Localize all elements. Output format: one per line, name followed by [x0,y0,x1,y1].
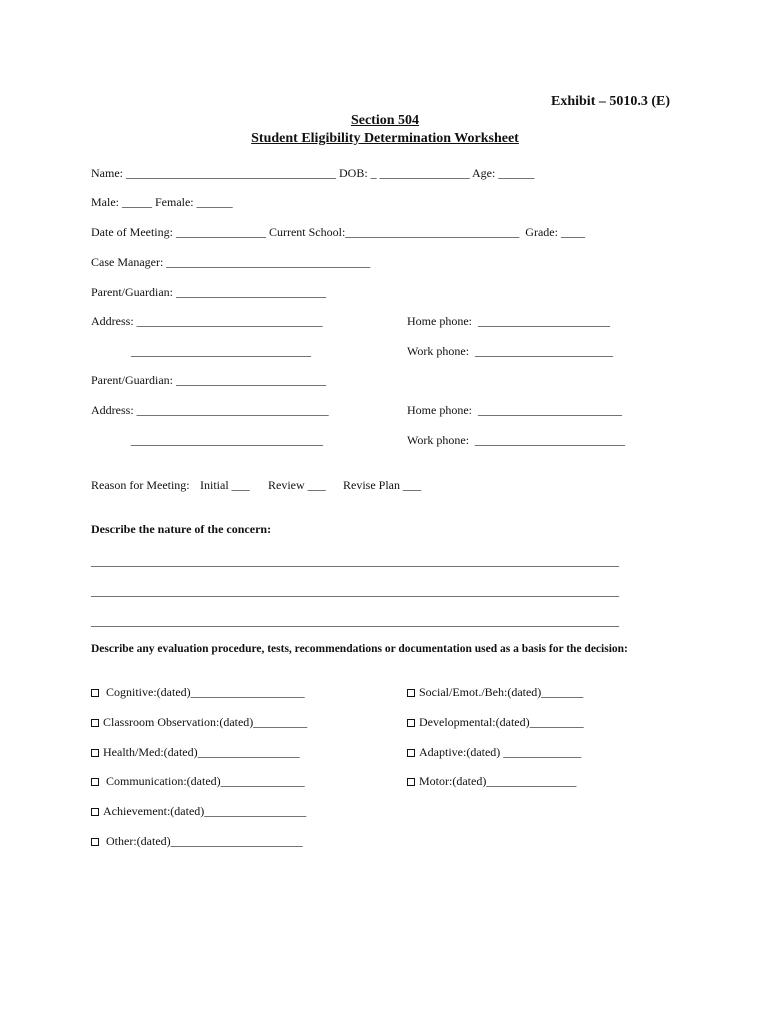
checkbox-item-health-med[interactable]: Health/Med:(dated)_________________ [91,745,300,759]
address-1-line2-field[interactable]: ______________________________ [131,344,311,358]
worksheet-title: Student Eligibility Determination Worksheet [251,131,519,146]
home-phone-2-field[interactable]: Home phone: ________________________ [407,403,622,417]
parent-guardian-1-field[interactable]: Parent/Guardian: _________________________ [91,285,326,299]
checkbox-icon[interactable] [407,778,415,786]
checkbox-icon[interactable] [91,719,99,727]
evaluation-heading: Describe any evaluation procedure, tests, recommendations or documentation used as a basis for the decision: [91,643,628,655]
reason-review-field[interactable]: Review ___ [268,478,326,492]
reason-for-meeting-label: Reason for Meeting: [91,478,190,492]
meeting-school-grade-field[interactable]: Date of Meeting: _______________ Current School:_____________________________ Grade: ____ [91,225,585,239]
checkbox-icon[interactable] [407,689,415,697]
checkbox-item-developmental[interactable]: Developmental:(dated)_________ [407,715,584,729]
checkbox-item-cognitive[interactable]: Cognitive:(dated)___________________ [91,685,305,699]
checkbox-item-communication[interactable]: Communication:(dated)______________ [91,774,305,788]
parent-guardian-2-field[interactable]: Parent/Guardian: _________________________ [91,373,326,387]
checkbox-icon[interactable] [407,719,415,727]
address-2-line2-field[interactable]: ________________________________ [131,433,323,447]
checkbox-icon[interactable] [91,689,99,697]
checkbox-item-motor[interactable]: Motor:(dated)_______________ [407,774,576,788]
work-phone-1-field[interactable]: Work phone: _______________________ [407,344,614,358]
checkbox-icon[interactable] [91,808,99,816]
checkbox-icon[interactable] [91,838,99,846]
checkbox-icon[interactable] [91,778,99,786]
name-dob-age-field[interactable]: Name: ___________________________________ DOB: _ _______________ Age: ______ [91,166,535,180]
checkbox-item-other[interactable]: Other:(dated)______________________ [91,834,303,848]
concern-line-1[interactable]: ________________________________________________________________________________________ [91,554,619,568]
checkbox-item-social-emotional[interactable]: Social/Emot./Beh:(dated)_______ [407,685,583,699]
exhibit-number: Exhibit – 5010.3 (E) [551,94,671,109]
checkbox-item-classroom-observation[interactable]: Classroom Observation:(dated)_________ [91,715,307,729]
home-phone-1-field[interactable]: Home phone: ______________________ [407,314,610,328]
gender-field[interactable]: Male: _____ Female: ______ [91,195,233,209]
checkbox-item-adaptive[interactable]: Adaptive:(dated) _____________ [407,745,581,759]
checkbox-icon[interactable] [91,749,99,757]
work-phone-2-field[interactable]: Work phone: _________________________ [407,433,626,447]
reason-initial-field[interactable]: Initial ___ [200,478,250,492]
reason-revise-plan-field[interactable]: Revise Plan ___ [343,478,421,492]
address-2-field[interactable]: Address: ________________________________ [91,403,329,417]
case-manager-field[interactable]: Case Manager: __________________________________ [91,255,371,269]
concern-heading: Describe the nature of the concern: [91,522,272,536]
checkbox-item-achievement[interactable]: Achievement:(dated)_________________ [91,804,306,818]
section-title: Section 504 [350,113,420,128]
address-1-field[interactable]: Address: _______________________________ [91,314,323,328]
concern-line-3[interactable]: ________________________________________________________________________________________ [91,614,619,628]
concern-line-2[interactable]: ________________________________________________________________________________________ [91,584,619,598]
checkbox-icon[interactable] [407,749,415,757]
